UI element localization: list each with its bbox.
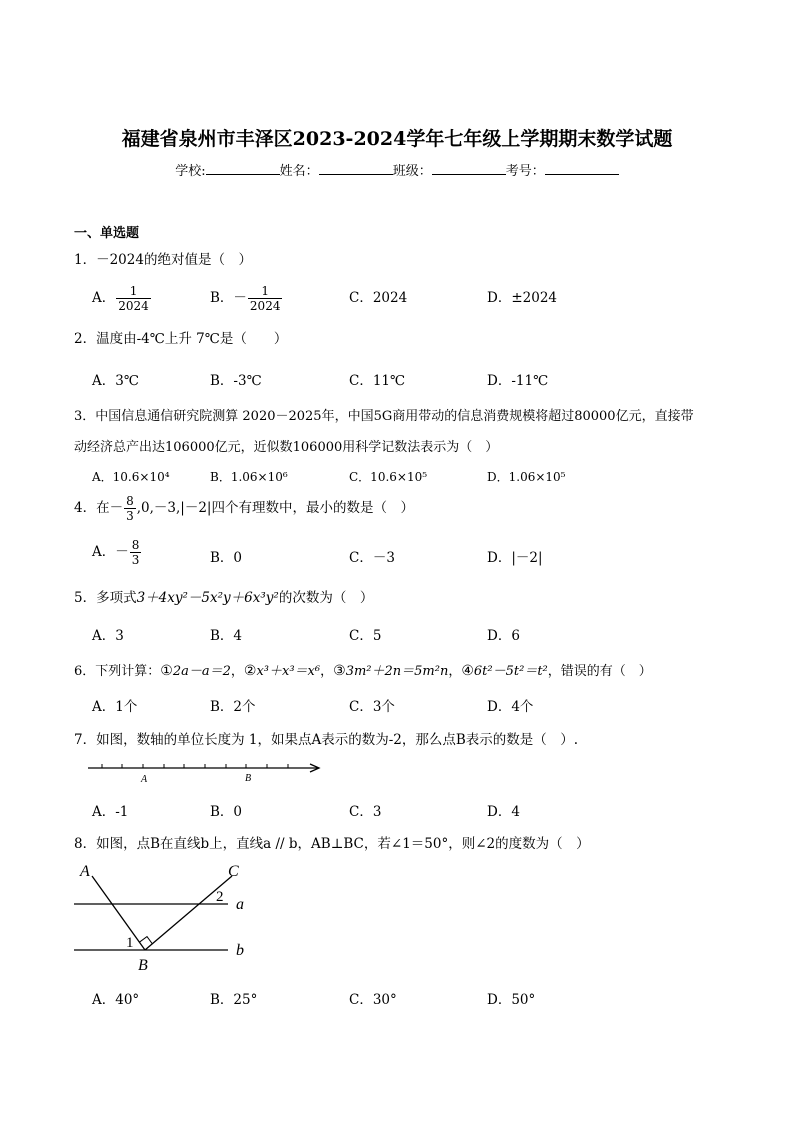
q5-option-d[interactable]: D．6	[487, 628, 520, 644]
q4-option-a-fraction	[130, 538, 142, 567]
q4-fraction	[124, 494, 136, 523]
fraction-denominator: 2024	[118, 299, 149, 313]
name-blank[interactable]	[319, 162, 393, 175]
q6-text: ，错误的有（ ）	[547, 664, 652, 679]
fraction-denominator: 3	[126, 509, 134, 523]
q6-expression-1: 2a－a＝2	[172, 664, 231, 679]
question-1	[74, 248, 252, 268]
q4-option-c[interactable]: C．－3	[349, 550, 395, 566]
question-6: 6．下列计算：①2a－a＝2，②x³＋x³＝x⁶，③3m²＋2n＝5m²n，④6t²－5t²＝t²，错误的有（ ）	[74, 663, 652, 679]
q6-circle-1: ①	[160, 663, 173, 679]
question-7: 7．如图，数轴的单位长度为 1，如果点A表示的数为-2，那么点B表示的数是（ ）.	[74, 732, 579, 748]
q4-option-a[interactable]	[92, 538, 142, 567]
question-2: 2．温度由-4℃上升 7℃是（ ）	[74, 331, 288, 347]
q3-option-b[interactable]: B．1.06×10⁶	[210, 470, 288, 484]
q6-expression-4: 6t²－5t²＝t²	[473, 664, 548, 679]
q3-option-a[interactable]: A．10.6×10⁴	[92, 470, 170, 484]
q7-option-c[interactable]: C．3	[349, 804, 382, 820]
question-5	[74, 586, 373, 606]
question-3-line-1: 3．中国信息通信研究院测算 2020－2025年，中国5G商用带动的信息消费规模将超过80000亿元，直接带	[74, 409, 694, 424]
q6-circle-2: ②	[243, 663, 257, 679]
q7-option-d[interactable]: D．4	[487, 804, 520, 820]
name-label: 姓名：	[279, 164, 319, 179]
q1-option-a-label: A．	[92, 290, 116, 306]
q2-option-a[interactable]: A．3℃	[92, 373, 139, 389]
point-b-label: B	[245, 773, 252, 784]
q8-option-a[interactable]: A．40°	[92, 992, 140, 1008]
q1-option-c[interactable]: C．2024	[349, 290, 408, 306]
number-blank[interactable]	[545, 162, 619, 175]
class-label: 班级：	[392, 164, 432, 179]
segment-bc	[145, 876, 232, 950]
angle-2-label: 2	[216, 889, 224, 905]
student-info-line	[0, 160, 794, 179]
right-angle-marker	[139, 937, 152, 945]
fraction-numerator: 1	[116, 284, 151, 299]
angle-1-label: 1	[126, 935, 134, 951]
q4-text: 四个有理数中，最小的数是（ ）	[211, 500, 414, 516]
q8-option-c[interactable]: C．30°	[349, 992, 397, 1008]
question-8: 8．如图，点B在直线b上，直线a // b，AB⊥BC，若∠1＝50°，则∠2的度数为（ ）	[74, 836, 590, 852]
q2-option-c[interactable]: C．11℃	[349, 373, 406, 389]
school-blank[interactable]	[206, 162, 280, 175]
q1-option-a-fraction	[116, 284, 151, 313]
number-line-figure	[86, 758, 326, 788]
q6-option-b[interactable]: B．2个	[210, 699, 256, 715]
q5-text: 的次数为（ ）	[278, 590, 374, 606]
question-4	[74, 494, 414, 523]
section-heading: 一、单选题	[74, 226, 140, 241]
q2-option-d[interactable]: D．-11℃	[487, 373, 549, 389]
q6-option-d[interactable]: D．4个	[487, 699, 534, 715]
q4-option-a-label: A．－	[92, 544, 129, 560]
q5-prefix: 5．多项式	[74, 590, 137, 606]
q6-option-c[interactable]: C．3个	[349, 699, 395, 715]
q6-option-a[interactable]: A．1个	[92, 699, 138, 715]
q1-option-d[interactable]: D．±2024	[487, 290, 557, 306]
fraction-denominator: 3	[131, 553, 140, 567]
q6-expression-2: x³＋x³＝x⁶	[256, 664, 321, 679]
fraction-numerator: 8	[131, 538, 140, 552]
q6-circle-3: ③	[333, 663, 346, 679]
q5-option-b[interactable]: B．4	[210, 628, 243, 644]
q6-prefix: 6．下列计算：	[74, 664, 161, 679]
q1-number: 1．	[74, 252, 97, 268]
line-a-label: a	[236, 896, 244, 913]
q5-option-a[interactable]: A．3	[92, 628, 124, 644]
q1-option-b[interactable]	[210, 284, 283, 313]
q6-expression-3: 3m²＋2n＝5m²n	[345, 664, 449, 679]
q4-minus: －	[109, 500, 124, 516]
segment-ab	[92, 876, 145, 950]
q8-option-b[interactable]: B．25°	[210, 992, 258, 1008]
point-a-label: A	[141, 774, 148, 785]
number-label: 考号：	[505, 164, 545, 179]
fraction-numerator: 1	[248, 284, 283, 299]
q6-circle-4: ④	[461, 663, 474, 679]
q7-option-b[interactable]: B．0	[210, 804, 243, 820]
page-title: 福建省泉州市丰泽区2023-2024学年七年级上学期期末数学试题	[121, 128, 673, 150]
q1-option-a[interactable]	[92, 284, 152, 313]
q8-option-d[interactable]: D．50°	[487, 992, 536, 1008]
q4-number-list: ,0,－3,|－2|	[136, 500, 212, 516]
q5-polynomial: 3＋4xy²－5x²y＋6x³y²	[136, 590, 279, 606]
q4-number: 4．在	[74, 500, 110, 516]
q1-text: 的绝对值是（ ）	[143, 252, 252, 268]
q4-option-d[interactable]: D．|－2|	[487, 550, 543, 566]
q1-option-b-fraction	[248, 284, 283, 313]
q1-option-b-label: B．－	[210, 290, 247, 306]
question-3-line-2: 动经济总产出达106000亿元，近似数106000用科学记数法表示为（ ）	[74, 440, 499, 455]
parallel-lines-figure	[70, 858, 260, 976]
point-c-label: C	[228, 863, 239, 880]
q3-option-c[interactable]: C．10.6×10⁵	[349, 470, 428, 484]
point-b-label: B	[138, 957, 148, 974]
q7-option-a[interactable]: A．-1	[92, 804, 129, 820]
fraction-denominator: 2024	[249, 299, 281, 313]
class-blank[interactable]	[432, 162, 506, 175]
q4-option-b[interactable]: B．0	[210, 550, 243, 566]
point-a-label: A	[80, 863, 90, 880]
q2-option-b[interactable]: B．-3℃	[210, 373, 262, 389]
school-label: 学校:	[175, 164, 206, 179]
q1-expression: －2024	[96, 252, 144, 268]
line-b-label: b	[236, 942, 244, 959]
q3-option-d[interactable]: D．1.06×10⁵	[487, 470, 566, 484]
fraction-numerator: 8	[126, 494, 134, 508]
q5-option-c[interactable]: C．5	[349, 628, 382, 644]
